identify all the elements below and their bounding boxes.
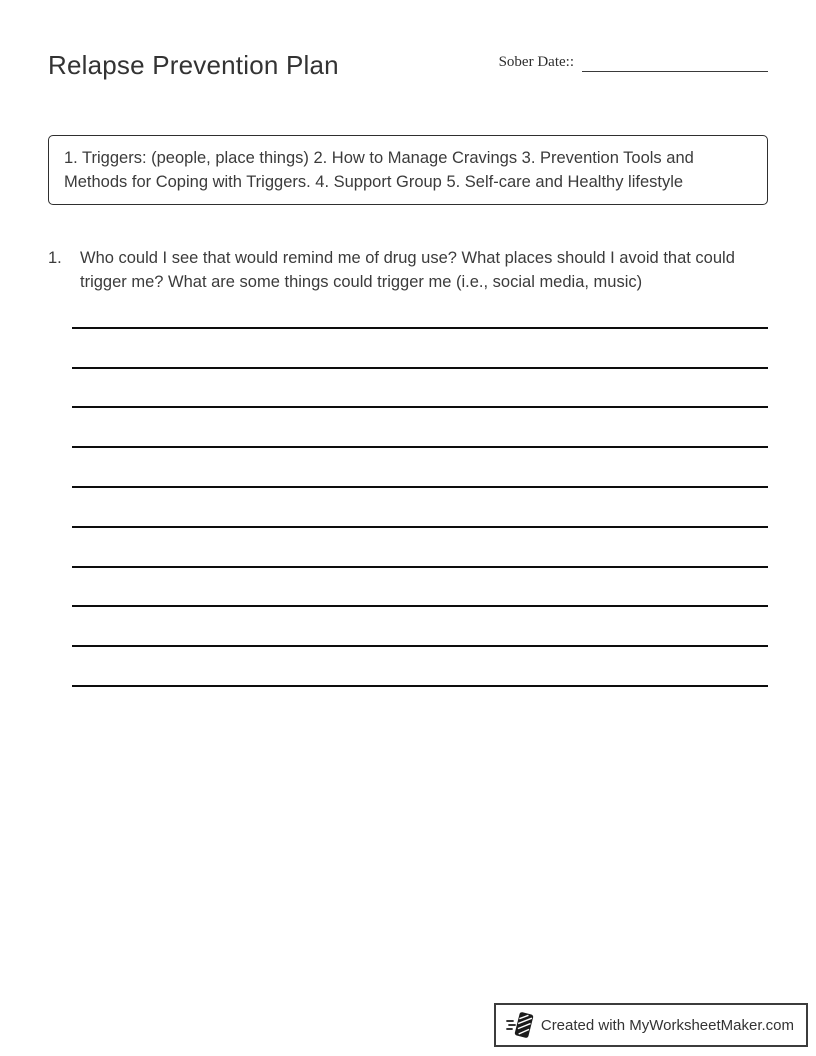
answer-line xyxy=(72,528,768,568)
sober-date-label: Sober Date:: xyxy=(498,54,574,70)
answer-line xyxy=(72,448,768,488)
sober-date-field xyxy=(499,54,768,72)
answer-line xyxy=(72,647,768,687)
answer-line xyxy=(72,488,768,528)
sober-date-blank-line xyxy=(582,56,768,72)
answer-line xyxy=(72,289,768,329)
answer-line xyxy=(72,329,768,369)
answer-line xyxy=(72,607,768,647)
footer-badge xyxy=(494,1003,808,1047)
answer-line xyxy=(72,568,768,608)
answer-line xyxy=(72,369,768,409)
page-title: Relapse Prevention Plan xyxy=(48,50,339,80)
question-1 xyxy=(48,247,768,294)
question-text: Who could I see that would remind me of drug use? What places should I avoid that could trigger me? What are some things could trigger me (i.e., social media, music) xyxy=(80,249,735,291)
question-number: 1. xyxy=(48,249,62,267)
worksheet-maker-logo-icon xyxy=(506,1010,534,1040)
answer-lines xyxy=(72,289,768,687)
instruction-box xyxy=(48,135,768,205)
header xyxy=(48,0,768,82)
instruction-text: 1. Triggers: (people, place things) 2. How to Manage Cravings 3. Prevention Tools and Methods for Coping with Triggers. 4. Support Group 5. Self-care and Healthy lifestyle xyxy=(64,149,694,191)
badge-text: Created with MyWorksheetMaker.com xyxy=(540,1016,794,1034)
answer-line xyxy=(72,408,768,448)
